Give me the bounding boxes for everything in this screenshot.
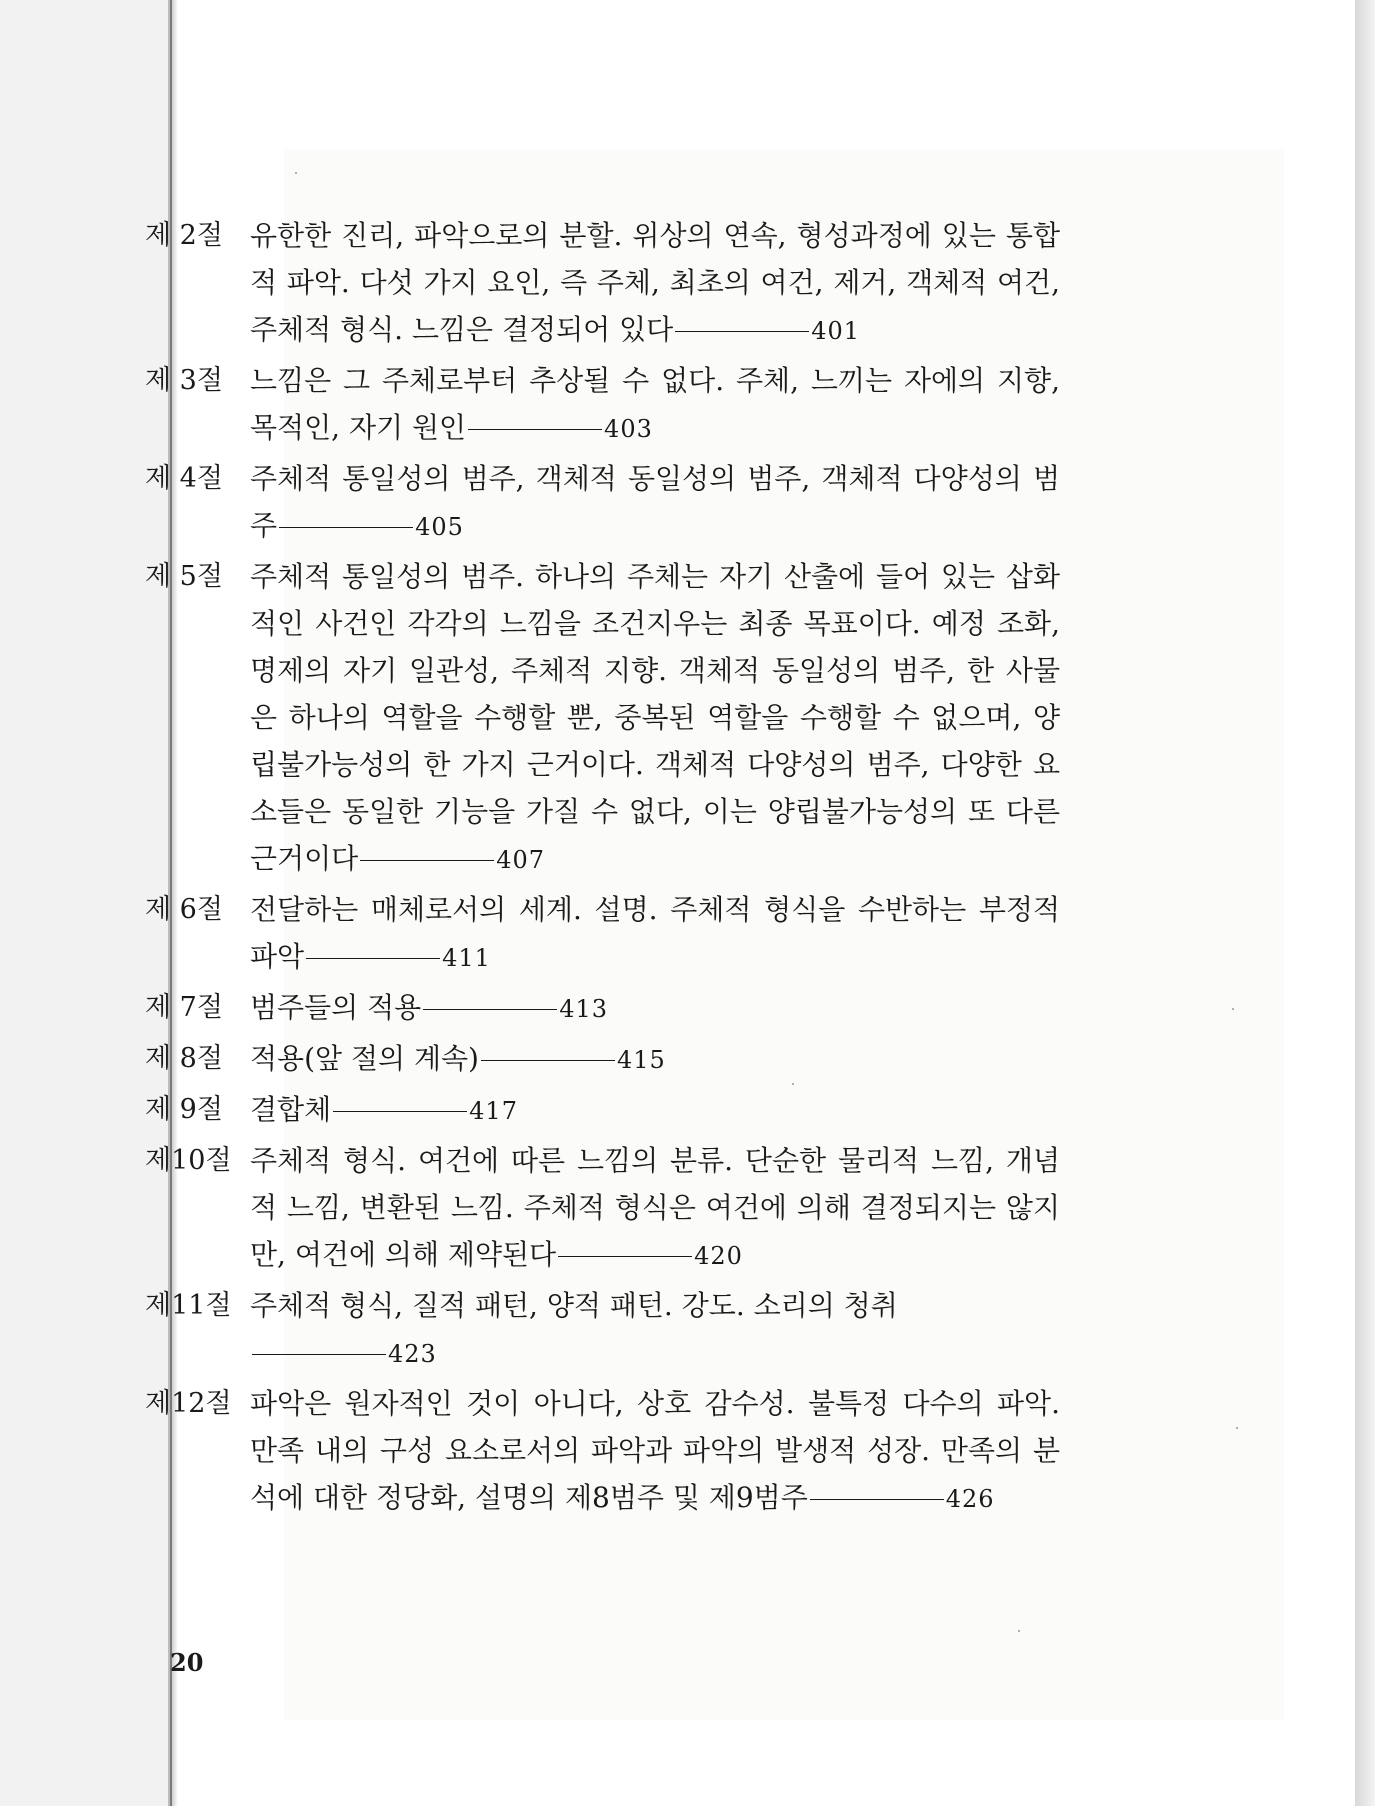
leader-line — [675, 331, 809, 332]
section-label: 제 6절 — [145, 894, 223, 925]
section-page-number: 420 — [694, 1242, 743, 1270]
section-label: 제 3절 — [145, 365, 223, 396]
section-text: 전달하는 매체로서의 세계. 설명. 주체적 형식을 수반하는 부정적 파악 — [250, 893, 1060, 973]
scan-speck — [1236, 1427, 1238, 1429]
toc-entry — [145, 886, 1225, 982]
toc-entry — [145, 553, 1225, 884]
section-text: 유한한 진리, 파악으로의 분할. 위상의 연속, 형성과정에 있는 통합적 파악. 다섯 가지 요인, 즉 주체, 최초의 여건, 제거, 객체적 여건, 주체적 형식. 느낌은 결정되어 있다 — [250, 219, 1060, 346]
toc-entry — [145, 1380, 1225, 1523]
page-number: 20 — [170, 1648, 204, 1677]
section-text: 파악은 원자적인 것이 아니다, 상호 감수성. 불특정 다수의 파악. 만족 내의 구성 요소로서의 파악과 파악의 발생적 성장. 만족의 분석에 대한 정당화, 설명의 제8범주 및 제9범주 — [250, 1387, 1060, 1514]
leader-line — [333, 1111, 467, 1112]
leader-line — [468, 429, 602, 430]
section-label: 제11절 — [145, 1290, 232, 1321]
leader-line — [481, 1060, 615, 1061]
section-text: 적용(앞 절의 계속) — [250, 1042, 479, 1075]
section-page-number: 401 — [811, 317, 860, 345]
table-of-contents — [145, 212, 1225, 1525]
section-text: 주체적 형식, 질적 패턴, 양적 패턴. 강도. 소리의 청취 — [250, 1289, 898, 1322]
section-description — [250, 886, 1060, 982]
section-text: 느낌은 그 주체로부터 추상될 수 없다. 주체, 느끼는 자에의 지향, 목적인, 자기 원인 — [250, 364, 1060, 444]
section-description — [250, 984, 1060, 1033]
section-description — [250, 553, 1060, 884]
section-label: 제 5절 — [145, 561, 223, 592]
leader-line — [810, 1499, 944, 1500]
section-description — [250, 1035, 1060, 1084]
scan-speck — [1018, 1630, 1020, 1632]
section-page-number: 403 — [604, 415, 653, 443]
toc-entry — [145, 984, 1225, 1033]
section-description — [250, 1282, 1060, 1378]
toc-entry — [145, 1282, 1225, 1378]
section-description — [250, 1086, 1060, 1135]
section-label: 제 4절 — [145, 463, 223, 494]
section-label: 제 2절 — [145, 220, 223, 251]
toc-entry — [145, 455, 1225, 551]
section-label: 제 7절 — [145, 992, 223, 1023]
section-page-number: 426 — [945, 1485, 995, 1513]
section-text: 주체적 통일성의 범주. 하나의 주체는 자기 산출에 들어 있는 삽화적인 사건인 각각의 느낌을 조건지우는 최종 목표이다. 예정 조화, 명제의 자기 일관성, 주체적 지향. 객체적 동일성의 범주, 한 사물은 하나의 역할을 수행할 뿐, 중복된 역할을 수행할 수 없으며, 양립불가능성의 한 가지 근거이다. 객체적 다양성의 범주, 다양한 요소들은 동일한 기능을 가질 수 없다, 이는 양립불가능성의 또 다른 근거이다 — [250, 560, 1060, 875]
section-label: 제12절 — [145, 1388, 232, 1419]
page-edge — [1355, 0, 1375, 1806]
section-page-number: 407 — [496, 846, 546, 874]
section-description — [250, 357, 1060, 453]
section-page-number: 417 — [469, 1097, 518, 1125]
toc-entry — [145, 1035, 1225, 1084]
toc-entry — [145, 357, 1225, 453]
scan-speck — [1232, 1008, 1234, 1010]
section-description — [250, 1380, 1060, 1523]
section-page-number: 405 — [415, 513, 464, 541]
toc-entry — [145, 1137, 1225, 1280]
toc-entry — [145, 1086, 1225, 1135]
section-page-number: 415 — [617, 1046, 666, 1074]
section-label: 제10절 — [145, 1145, 232, 1176]
section-text: 주체적 통일성의 범주, 객체적 동일성의 범주, 객체적 다양성의 범주 — [250, 462, 1060, 542]
section-text: 범주들의 적용 — [250, 991, 422, 1024]
section-text: 결합체 — [250, 1093, 332, 1126]
section-description — [250, 212, 1060, 355]
leader-line — [252, 1354, 386, 1355]
leader-line — [558, 1256, 692, 1257]
section-label: 제 8절 — [145, 1043, 223, 1074]
scan-speck — [295, 172, 297, 174]
section-text: 주체적 형식. 여건에 따른 느낌의 분류. 단순한 물리적 느낌, 개념적 느낌, 변환된 느낌. 주체적 형식은 여건에 의해 결정되지는 않지만, 여건에 의해 제약된다 — [250, 1144, 1060, 1271]
leader-line — [423, 1009, 557, 1010]
section-page-number: 423 — [388, 1340, 437, 1368]
toc-entry — [145, 212, 1225, 355]
section-description — [250, 1137, 1060, 1280]
leader-line — [360, 860, 494, 861]
section-label: 제 9절 — [145, 1094, 223, 1125]
viewer-background — [0, 0, 168, 1806]
section-page-number: 413 — [559, 995, 609, 1023]
section-description — [250, 455, 1060, 551]
leader-line — [279, 527, 413, 528]
leader-line — [306, 958, 440, 959]
section-page-number: 411 — [442, 944, 491, 972]
